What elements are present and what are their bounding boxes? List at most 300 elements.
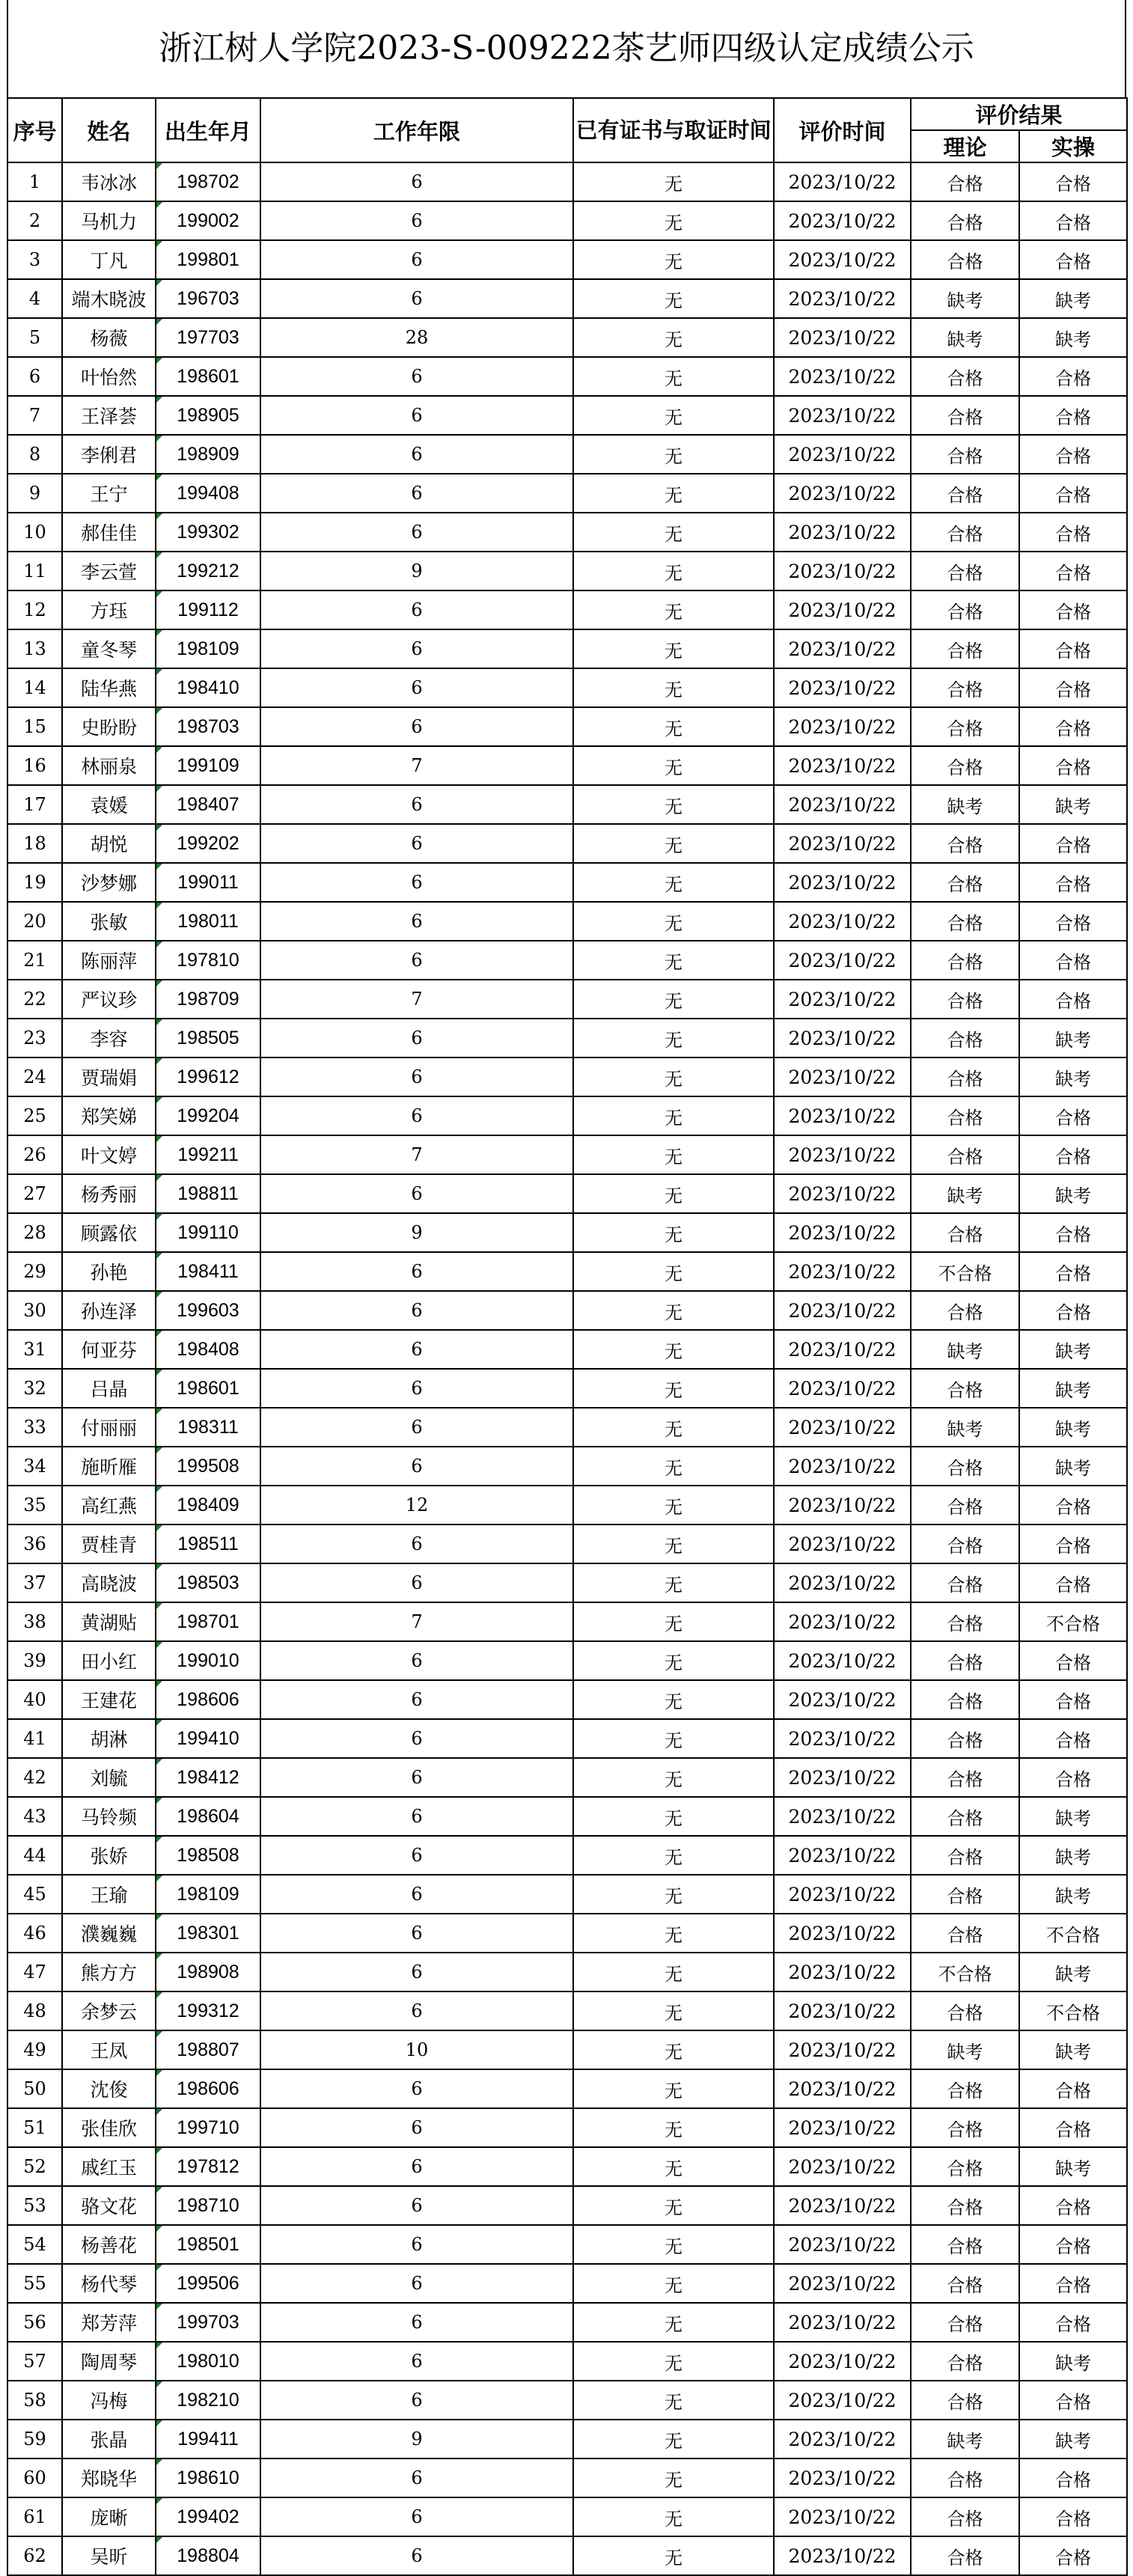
cell-name: 郑芳萍 — [62, 2303, 156, 2342]
cell-certificate: 无 — [573, 707, 774, 746]
table-row — [7, 2303, 1127, 2342]
table-row — [7, 1057, 1127, 1096]
cell-practice-result: 合格 — [1019, 2303, 1127, 2342]
cell-name: 余梦云 — [62, 1991, 156, 2030]
cell-seq: 36 — [7, 1524, 62, 1563]
cell-name: 何亚芬 — [62, 1330, 156, 1369]
cell-work-years: 6 — [260, 1953, 573, 1991]
table-row — [7, 2497, 1127, 2536]
cell-birth: 198311 — [156, 1408, 260, 1447]
table-row — [7, 1408, 1127, 1447]
cell-name: 丁凡 — [62, 240, 156, 279]
cell-birth: 196703 — [156, 279, 260, 318]
cell-practice-result: 合格 — [1019, 707, 1127, 746]
cell-certificate: 无 — [573, 2497, 774, 2536]
cell-birth: 198010 — [156, 2342, 260, 2381]
table-row — [7, 1641, 1127, 1680]
cell-theory-result: 缺考 — [911, 1174, 1019, 1213]
cell-theory-result: 缺考 — [911, 1408, 1019, 1447]
cell-birth: 198909 — [156, 435, 260, 474]
cell-theory-result: 缺考 — [911, 785, 1019, 824]
cell-practice-result: 缺考 — [1019, 2030, 1127, 2069]
table-row — [7, 318, 1127, 357]
cell-birth: 199204 — [156, 1096, 260, 1135]
cell-seq: 23 — [7, 1019, 62, 1057]
table-row — [7, 396, 1127, 435]
cell-seq: 62 — [7, 2536, 62, 2575]
cell-practice-result: 合格 — [1019, 2225, 1127, 2264]
table-row — [7, 1019, 1127, 1057]
cell-work-years: 10 — [260, 2030, 573, 2069]
cell-theory-result: 合格 — [911, 1797, 1019, 1836]
cell-birth: 198301 — [156, 1914, 260, 1953]
cell-practice-result: 合格 — [1019, 863, 1127, 902]
cell-theory-result: 合格 — [911, 1524, 1019, 1563]
cell-seq: 54 — [7, 2225, 62, 2264]
cell-birth: 198409 — [156, 1486, 260, 1524]
cell-eval-time: 2023/10/22 — [774, 2186, 911, 2225]
cell-practice-result: 缺考 — [1019, 2342, 1127, 2381]
cell-seq: 30 — [7, 1291, 62, 1330]
cell-practice-result: 缺考 — [1019, 1875, 1127, 1914]
cell-birth: 199612 — [156, 1057, 260, 1096]
cell-theory-result: 合格 — [911, 746, 1019, 785]
cell-practice-result: 不合格 — [1019, 1602, 1127, 1641]
cell-birth: 198701 — [156, 1602, 260, 1641]
cell-seq: 53 — [7, 2186, 62, 2225]
cell-seq: 19 — [7, 863, 62, 902]
cell-practice-result: 合格 — [1019, 513, 1127, 552]
cell-seq: 2 — [7, 201, 62, 240]
cell-work-years: 6 — [260, 1797, 573, 1836]
cell-work-years: 7 — [260, 746, 573, 785]
cell-practice-result: 合格 — [1019, 980, 1127, 1019]
cell-birth: 198601 — [156, 357, 260, 396]
cell-certificate: 无 — [573, 1369, 774, 1408]
cell-certificate: 无 — [573, 1213, 774, 1252]
cell-name: 郑晓华 — [62, 2459, 156, 2497]
cell-certificate: 无 — [573, 2264, 774, 2303]
cell-work-years: 6 — [260, 1914, 573, 1953]
cell-practice-result: 合格 — [1019, 2108, 1127, 2147]
cell-eval-time: 2023/10/22 — [774, 1408, 911, 1447]
cell-eval-time: 2023/10/22 — [774, 240, 911, 279]
cell-certificate: 无 — [573, 435, 774, 474]
cell-work-years: 6 — [260, 2186, 573, 2225]
cell-certificate: 无 — [573, 1447, 774, 1486]
cell-work-years: 12 — [260, 1486, 573, 1524]
cell-name: 戚红玉 — [62, 2147, 156, 2186]
cell-seq: 39 — [7, 1641, 62, 1680]
cell-practice-result: 合格 — [1019, 1524, 1127, 1563]
cell-eval-time: 2023/10/22 — [774, 1524, 911, 1563]
cell-certificate: 无 — [573, 474, 774, 513]
cell-theory-result: 合格 — [911, 201, 1019, 240]
cell-work-years: 6 — [260, 941, 573, 980]
cell-certificate: 无 — [573, 863, 774, 902]
cell-birth: 198703 — [156, 707, 260, 746]
cell-certificate: 无 — [573, 2186, 774, 2225]
cell-birth: 199010 — [156, 1641, 260, 1680]
table-row — [7, 2108, 1127, 2147]
table-row — [7, 1602, 1127, 1641]
cell-birth: 199410 — [156, 1719, 260, 1758]
cell-seq: 16 — [7, 746, 62, 785]
cell-eval-time: 2023/10/22 — [774, 1174, 911, 1213]
cell-certificate: 无 — [573, 1563, 774, 1602]
cell-eval-time: 2023/10/22 — [774, 2108, 911, 2147]
cell-seq: 55 — [7, 2264, 62, 2303]
cell-theory-result: 合格 — [911, 2225, 1019, 2264]
cell-theory-result: 合格 — [911, 1213, 1019, 1252]
cell-work-years: 6 — [260, 279, 573, 318]
cell-seq: 7 — [7, 396, 62, 435]
cell-practice-result: 合格 — [1019, 2069, 1127, 2108]
cell-seq: 11 — [7, 552, 62, 590]
table-row — [7, 2225, 1127, 2264]
cell-work-years: 6 — [260, 1991, 573, 2030]
cell-name: 孙连泽 — [62, 1291, 156, 1330]
cell-birth: 198508 — [156, 1836, 260, 1875]
cell-work-years: 6 — [260, 201, 573, 240]
cell-eval-time: 2023/10/22 — [774, 629, 911, 668]
cell-theory-result: 合格 — [911, 668, 1019, 707]
table-row — [7, 162, 1127, 201]
table-row — [7, 513, 1127, 552]
cell-work-years: 6 — [260, 1758, 573, 1797]
cell-certificate: 无 — [573, 552, 774, 590]
cell-name: 端木晓波 — [62, 279, 156, 318]
cell-name: 顾露依 — [62, 1213, 156, 1252]
cell-theory-result: 合格 — [911, 2497, 1019, 2536]
table-row — [7, 707, 1127, 746]
cell-work-years: 6 — [260, 1330, 573, 1369]
cell-practice-result: 缺考 — [1019, 2147, 1127, 2186]
cell-eval-time: 2023/10/22 — [774, 2420, 911, 2459]
header-certificate: 已有证书与取证时间 — [573, 98, 774, 162]
cell-name: 严议珍 — [62, 980, 156, 1019]
cell-birth: 198807 — [156, 2030, 260, 2069]
cell-certificate: 无 — [573, 2303, 774, 2342]
table-row — [7, 629, 1127, 668]
cell-certificate: 无 — [573, 1291, 774, 1330]
cell-eval-time: 2023/10/22 — [774, 1213, 911, 1252]
cell-certificate: 无 — [573, 318, 774, 357]
cell-name: 叶怡然 — [62, 357, 156, 396]
cell-eval-time: 2023/10/22 — [774, 1836, 911, 1875]
cell-eval-time: 2023/10/22 — [774, 1291, 911, 1330]
cell-eval-time: 2023/10/22 — [774, 1875, 911, 1914]
table-row — [7, 2186, 1127, 2225]
table-row — [7, 1096, 1127, 1135]
cell-theory-result: 合格 — [911, 1836, 1019, 1875]
cell-name: 濮巍巍 — [62, 1914, 156, 1953]
cell-name: 王泽荟 — [62, 396, 156, 435]
cell-theory-result: 合格 — [911, 1369, 1019, 1408]
cell-name: 陈丽萍 — [62, 941, 156, 980]
table-row — [7, 1758, 1127, 1797]
cell-birth: 199312 — [156, 1991, 260, 2030]
table-row — [7, 1174, 1127, 1213]
cell-practice-result: 缺考 — [1019, 1330, 1127, 1369]
cell-theory-result: 合格 — [911, 1486, 1019, 1524]
table-row — [7, 2342, 1127, 2381]
cell-work-years: 6 — [260, 2264, 573, 2303]
cell-certificate: 无 — [573, 162, 774, 201]
cell-certificate: 无 — [573, 1797, 774, 1836]
cell-eval-time: 2023/10/22 — [774, 1135, 911, 1174]
header-work-years: 工作年限 — [260, 98, 573, 162]
cell-eval-time: 2023/10/22 — [774, 707, 911, 746]
cell-practice-result: 合格 — [1019, 2186, 1127, 2225]
cell-eval-time: 2023/10/22 — [774, 824, 911, 863]
cell-practice-result: 合格 — [1019, 2536, 1127, 2575]
cell-name: 张晶 — [62, 2420, 156, 2459]
cell-practice-result: 合格 — [1019, 2264, 1127, 2303]
cell-certificate: 无 — [573, 279, 774, 318]
cell-name: 陆华燕 — [62, 668, 156, 707]
cell-eval-time: 2023/10/22 — [774, 1096, 911, 1135]
results-table — [7, 97, 1128, 2576]
table-row — [7, 552, 1127, 590]
table-row — [7, 2420, 1127, 2459]
cell-birth: 199603 — [156, 1291, 260, 1330]
cell-seq: 52 — [7, 2147, 62, 2186]
cell-certificate: 无 — [573, 396, 774, 435]
cell-theory-result: 合格 — [911, 1447, 1019, 1486]
cell-eval-time: 2023/10/22 — [774, 435, 911, 474]
cell-work-years: 6 — [260, 1057, 573, 1096]
cell-certificate: 无 — [573, 941, 774, 980]
cell-birth: 198811 — [156, 1174, 260, 1213]
cell-work-years: 6 — [260, 240, 573, 279]
cell-practice-result: 缺考 — [1019, 1447, 1127, 1486]
cell-certificate: 无 — [573, 2069, 774, 2108]
header-practice: 实操 — [1019, 130, 1127, 162]
cell-eval-time: 2023/10/22 — [774, 201, 911, 240]
cell-theory-result: 合格 — [911, 1641, 1019, 1680]
cell-eval-time: 2023/10/22 — [774, 1680, 911, 1719]
cell-work-years: 6 — [260, 1369, 573, 1408]
cell-theory-result: 合格 — [911, 1135, 1019, 1174]
cell-theory-result: 合格 — [911, 707, 1019, 746]
cell-birth: 198908 — [156, 1953, 260, 1991]
table-row — [7, 824, 1127, 863]
cell-eval-time: 2023/10/22 — [774, 1369, 911, 1408]
cell-theory-result: 合格 — [911, 1019, 1019, 1057]
cell-work-years: 6 — [260, 1252, 573, 1291]
cell-certificate: 无 — [573, 629, 774, 668]
cell-certificate: 无 — [573, 1096, 774, 1135]
cell-eval-time: 2023/10/22 — [774, 1252, 911, 1291]
cell-eval-time: 2023/10/22 — [774, 980, 911, 1019]
cell-theory-result: 合格 — [911, 1057, 1019, 1096]
cell-eval-time: 2023/10/22 — [774, 1563, 911, 1602]
cell-name: 贾桂青 — [62, 1524, 156, 1563]
cell-theory-result: 合格 — [911, 863, 1019, 902]
cell-theory-result: 合格 — [911, 1914, 1019, 1953]
cell-name: 吴昕 — [62, 2536, 156, 2575]
cell-practice-result: 合格 — [1019, 1135, 1127, 1174]
cell-work-years: 6 — [260, 629, 573, 668]
cell-work-years: 6 — [260, 2108, 573, 2147]
header-seq: 序号 — [7, 98, 62, 162]
cell-certificate: 无 — [573, 1252, 774, 1291]
cell-seq: 40 — [7, 1680, 62, 1719]
cell-seq: 15 — [7, 707, 62, 746]
cell-eval-time: 2023/10/22 — [774, 1797, 911, 1836]
cell-work-years: 6 — [260, 668, 573, 707]
cell-birth: 199506 — [156, 2264, 260, 2303]
cell-birth: 198610 — [156, 2459, 260, 2497]
cell-practice-result: 缺考 — [1019, 2420, 1127, 2459]
cell-theory-result: 缺考 — [911, 2420, 1019, 2459]
cell-seq: 60 — [7, 2459, 62, 2497]
cell-work-years: 6 — [260, 1680, 573, 1719]
cell-certificate: 无 — [573, 2459, 774, 2497]
cell-work-years: 6 — [260, 1447, 573, 1486]
cell-seq: 3 — [7, 240, 62, 279]
cell-certificate: 无 — [573, 1174, 774, 1213]
cell-theory-result: 合格 — [911, 1291, 1019, 1330]
cell-seq: 25 — [7, 1096, 62, 1135]
cell-certificate: 无 — [573, 1758, 774, 1797]
cell-birth: 199202 — [156, 824, 260, 863]
cell-theory-result: 合格 — [911, 513, 1019, 552]
cell-work-years: 6 — [260, 2342, 573, 2381]
cell-certificate: 无 — [573, 2147, 774, 2186]
cell-name: 李俐君 — [62, 435, 156, 474]
cell-certificate: 无 — [573, 746, 774, 785]
cell-practice-result: 合格 — [1019, 435, 1127, 474]
cell-practice-result: 缺考 — [1019, 1174, 1127, 1213]
table-row — [7, 785, 1127, 824]
cell-eval-time: 2023/10/22 — [774, 1641, 911, 1680]
cell-work-years: 7 — [260, 1135, 573, 1174]
cell-work-years: 6 — [260, 2381, 573, 2420]
cell-seq: 29 — [7, 1252, 62, 1291]
cell-name: 马铃频 — [62, 1797, 156, 1836]
cell-work-years: 6 — [260, 474, 573, 513]
cell-work-years: 6 — [260, 785, 573, 824]
cell-seq: 12 — [7, 590, 62, 629]
cell-practice-result: 缺考 — [1019, 1797, 1127, 1836]
cell-birth: 199112 — [156, 590, 260, 629]
cell-birth: 198604 — [156, 1797, 260, 1836]
cell-practice-result: 合格 — [1019, 1096, 1127, 1135]
cell-theory-result: 合格 — [911, 162, 1019, 201]
cell-theory-result: 合格 — [911, 629, 1019, 668]
table-row — [7, 2264, 1127, 2303]
cell-seq: 50 — [7, 2069, 62, 2108]
cell-theory-result: 缺考 — [911, 1330, 1019, 1369]
cell-birth: 199703 — [156, 2303, 260, 2342]
cell-practice-result: 不合格 — [1019, 1991, 1127, 2030]
cell-birth: 199211 — [156, 1135, 260, 1174]
table-row — [7, 941, 1127, 980]
cell-name: 方珏 — [62, 590, 156, 629]
cell-certificate: 无 — [573, 1836, 774, 1875]
cell-certificate: 无 — [573, 1914, 774, 1953]
cell-theory-result: 合格 — [911, 1680, 1019, 1719]
cell-name: 付丽丽 — [62, 1408, 156, 1447]
cell-certificate: 无 — [573, 980, 774, 1019]
cell-seq: 46 — [7, 1914, 62, 1953]
table-row — [7, 1719, 1127, 1758]
header-result: 评价结果 — [911, 98, 1127, 130]
cell-certificate: 无 — [573, 2225, 774, 2264]
cell-practice-result: 合格 — [1019, 1213, 1127, 1252]
table-row — [7, 1330, 1127, 1369]
cell-theory-result: 合格 — [911, 2459, 1019, 2497]
cell-certificate: 无 — [573, 240, 774, 279]
cell-eval-time: 2023/10/22 — [774, 1953, 911, 1991]
cell-eval-time: 2023/10/22 — [774, 1914, 911, 1953]
cell-name: 胡悦 — [62, 824, 156, 863]
cell-eval-time: 2023/10/22 — [774, 552, 911, 590]
cell-name: 施昕雁 — [62, 1447, 156, 1486]
cell-theory-result: 合格 — [911, 357, 1019, 396]
cell-practice-result: 缺考 — [1019, 1953, 1127, 1991]
table-row — [7, 746, 1127, 785]
cell-theory-result: 合格 — [911, 2303, 1019, 2342]
cell-eval-time: 2023/10/22 — [774, 863, 911, 902]
cell-name: 李容 — [62, 1019, 156, 1057]
cell-name: 贾瑞娟 — [62, 1057, 156, 1096]
cell-name: 田小红 — [62, 1641, 156, 1680]
cell-work-years: 6 — [260, 513, 573, 552]
cell-work-years: 9 — [260, 1213, 573, 1252]
table-row — [7, 902, 1127, 941]
cell-certificate: 无 — [573, 590, 774, 629]
table-row — [7, 1486, 1127, 1524]
cell-birth: 197703 — [156, 318, 260, 357]
cell-work-years: 6 — [260, 2497, 573, 2536]
cell-theory-result: 合格 — [911, 1563, 1019, 1602]
cell-practice-result: 合格 — [1019, 629, 1127, 668]
table-row — [7, 980, 1127, 1019]
header-birth: 出生年月 — [156, 98, 260, 162]
cell-theory-result: 合格 — [911, 474, 1019, 513]
cell-theory-result: 合格 — [911, 1719, 1019, 1758]
cell-theory-result: 合格 — [911, 2342, 1019, 2381]
cell-eval-time: 2023/10/22 — [774, 1758, 911, 1797]
cell-name: 杨薇 — [62, 318, 156, 357]
cell-birth: 198109 — [156, 629, 260, 668]
cell-birth: 198709 — [156, 980, 260, 1019]
cell-eval-time: 2023/10/22 — [774, 1486, 911, 1524]
cell-eval-time: 2023/10/22 — [774, 2303, 911, 2342]
cell-birth: 199002 — [156, 201, 260, 240]
cell-practice-result: 合格 — [1019, 1641, 1127, 1680]
cell-eval-time: 2023/10/22 — [774, 2459, 911, 2497]
cell-birth: 199212 — [156, 552, 260, 590]
cell-name: 林丽泉 — [62, 746, 156, 785]
cell-seq: 13 — [7, 629, 62, 668]
cell-certificate: 无 — [573, 902, 774, 941]
table-row — [7, 1252, 1127, 1291]
cell-seq: 14 — [7, 668, 62, 707]
cell-work-years: 6 — [260, 2303, 573, 2342]
cell-eval-time: 2023/10/22 — [774, 318, 911, 357]
cell-theory-result: 缺考 — [911, 279, 1019, 318]
cell-work-years: 6 — [260, 590, 573, 629]
cell-practice-result: 合格 — [1019, 590, 1127, 629]
cell-name: 郝佳佳 — [62, 513, 156, 552]
cell-eval-time: 2023/10/22 — [774, 396, 911, 435]
cell-eval-time: 2023/10/22 — [774, 1330, 911, 1369]
cell-name: 郑笑娣 — [62, 1096, 156, 1135]
